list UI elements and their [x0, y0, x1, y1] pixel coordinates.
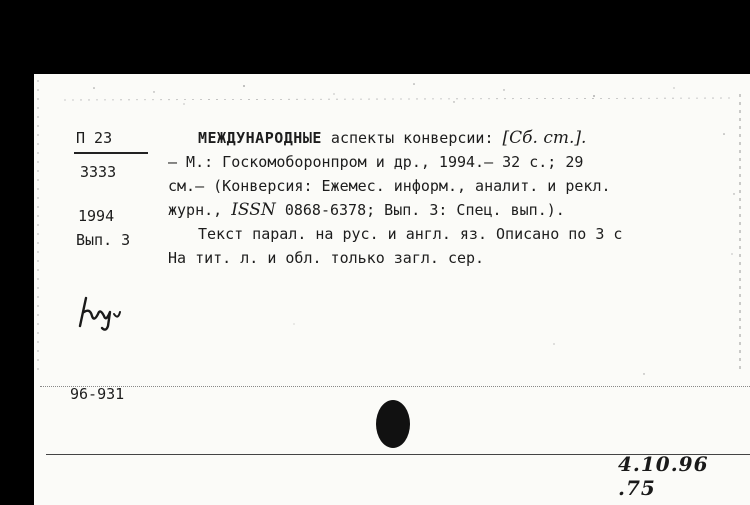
bibliographic-record	[168, 126, 728, 270]
record-title: МЕЖДУНАРОДНЫЕ	[198, 129, 322, 147]
punch-hole	[376, 400, 410, 448]
left-column	[74, 126, 164, 252]
record-line-5: Текст парал. на рус. и англ. яз. Описано по 3 с	[198, 225, 623, 243]
record-line-1	[168, 126, 728, 150]
record-line-2: – М.: Госкомоборонпром и др., 1994.– 32 с.; 29	[168, 153, 584, 171]
inventory-number: 3333	[80, 163, 117, 181]
record-line-4-text-2: 0868-6378; Вып. 3: Спец. вып.).	[275, 201, 565, 219]
issue-number: Вып. 3	[76, 231, 131, 249]
handwritten-date: 4.10.96 .75	[618, 452, 709, 500]
record-line-1-text: аспекты конверсии:	[321, 129, 503, 147]
year: 1994	[78, 207, 115, 225]
accession-number: 96-931	[70, 385, 125, 403]
issn-handwritten: ISSN	[231, 200, 276, 220]
record-line-3: см.– (Конверсия: Ежемес. информ., аналит. и рекл.	[168, 177, 611, 195]
record-line-4-text: журн.,	[168, 201, 232, 219]
call-number: П 23	[76, 129, 113, 147]
record-line-6: На тит. л. и обл. только загл. сер.	[168, 249, 485, 267]
card-divider	[40, 386, 750, 387]
handwritten-annotation: [Сб. ст.].	[502, 128, 587, 148]
call-number-rule	[74, 152, 148, 154]
record-line-4	[168, 198, 728, 222]
catalog-card	[34, 74, 750, 505]
handwritten-mark-icon	[74, 292, 134, 332]
